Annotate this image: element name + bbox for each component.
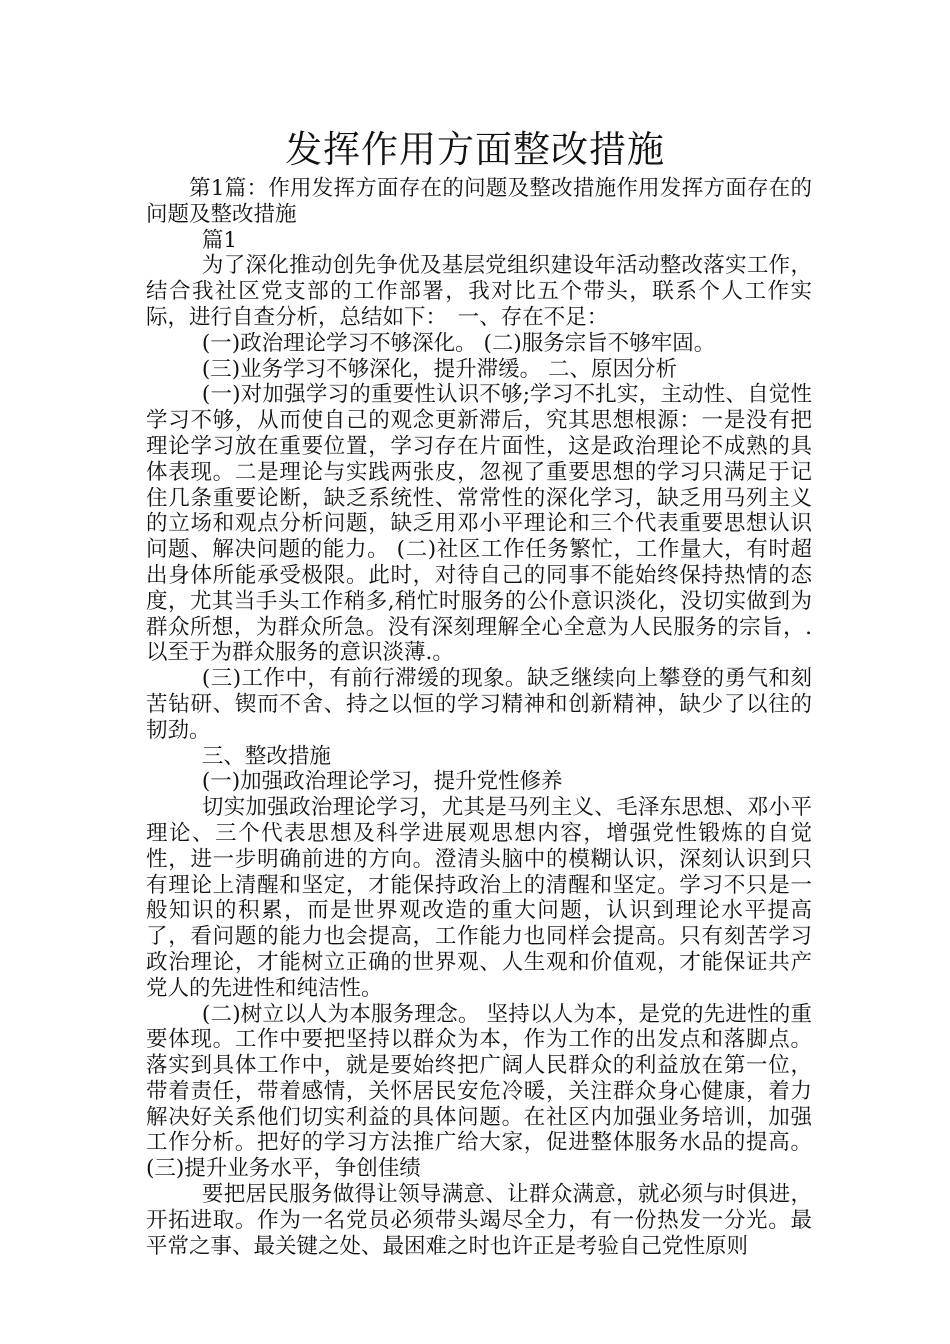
paragraph-measure-one-heading: (一)加强政治理论学习，提升党性修养 — [201, 769, 563, 795]
paragraph-measure-two: (二)树立以人为本服务理念。 坚持以人为本，是党的先进性的重要体现。工作中要把坚持以群众为本，作为工作的出发点和落脚点。落实到具体工作中，就是要始终把广阔人民群众的利益放在第一位，带着责任，带着感情，关怀居民安危冷暖，关注群众身心健康，着力解决好关系他们切实利益的具体问题。在社区内加强业务培训，加强工作分析。把好的学习方法推广给大家，促进整体服务水品的提高。 (三)提升业务水平，争创佳绩 — [146, 1001, 812, 1182]
paragraph-shortcomings-1: (一)政治理论学习不够深化。 (二)服务宗旨不够牢固。 — [201, 330, 716, 356]
paragraph-cause-analysis: (一)对加强学习的重要性认识不够;学习不扎实，主动性、自觉性学习不够，从而使自己的观念更新滞后，究其思想根源：一是没有把理论学习放在重要位置，学习存在片面性，这是政治理论不成熟的具体表现。二是理论与实践两张皮，忽视了重要思想的学习只满足于记住几条重要论断，缺乏系统性、常常性的深化学习，缺乏用马列主义的立场和观点分析问题，缺乏用邓小平理论和三个代表重要思想认识问题、解决问题的能力。 (二)社区工作任务繁忙，工作量大，有时超出身体所能承受极限。此时，对待自己的同事不能始终保持热情的态度，尤其当手头工作稍多,稍忙时服务的公仆意识淡化，没切实做到为群众所想，为群众所急。没有深刻理解全心全意为人民服务的宗旨，.以至于为群众服务的意识淡薄.。 — [146, 382, 812, 666]
paragraph-measure-one: 切实加强政治理论学习，尤其是马列主义、毛泽东思想、邓小平理论、三个代表思想及科学进展观思想内容，增强党性锻炼的自觉性，进一步明确前进的方向。澄清头脑中的模糊认识，深刻认识到只有理论上清醒和坚定，才能保持政治上的清醒和坚定。学习不只是一般知识的积累，而是世界观改造的重大问题，认识到理论水平提高了，看问题的能力也会提高，工作能力也同样会提高。只有刻苦学习政治理论，才能树立正确的世界观、人生观和价值观，才能保证共产党人的先进性和纯洁性。 — [146, 795, 812, 1001]
paragraph-section-label: 篇1 — [201, 227, 238, 253]
document-title: 发挥作用方面整改措施 — [285, 128, 665, 171]
paragraph-shortcomings-2: (三)业务学习不够深化，提升滞缓。 二、原因分析 — [201, 356, 678, 382]
document-body — [146, 176, 812, 1259]
paragraph-measure-three: 要把居民服务做得让领导满意、让群众满意，就必须与时俱进，开拓进取。作为一名党员必须带头竭尽全力，有一份热发一分光。最平常之事、最关键之处、最困难之时也许正是考验自己党性原则 — [146, 1182, 812, 1259]
paragraph-cause-three: (三)工作中，有前行滞缓的现象。缺乏继续向上攀登的勇气和刻苦钻研、锲而不舍、持之以恒的学习精神和创新精神，缺少了以往的韧劲。 — [146, 666, 812, 743]
paragraph-measures-heading: 三、整改措施 — [201, 743, 331, 769]
paragraph-heading-article: 第1篇：作用发挥方面存在的问题及整改措施作用发挥方面存在的问题及整改措施 — [146, 176, 812, 227]
paragraph-intro: 为了深化推动创先争优及基层党组织建设年活动整改落实工作，结合我社区党支部的工作部署，我对比五个带头，联系个人工作实际，进行自查分析，总结如下： 一、存在不足： — [146, 253, 812, 330]
